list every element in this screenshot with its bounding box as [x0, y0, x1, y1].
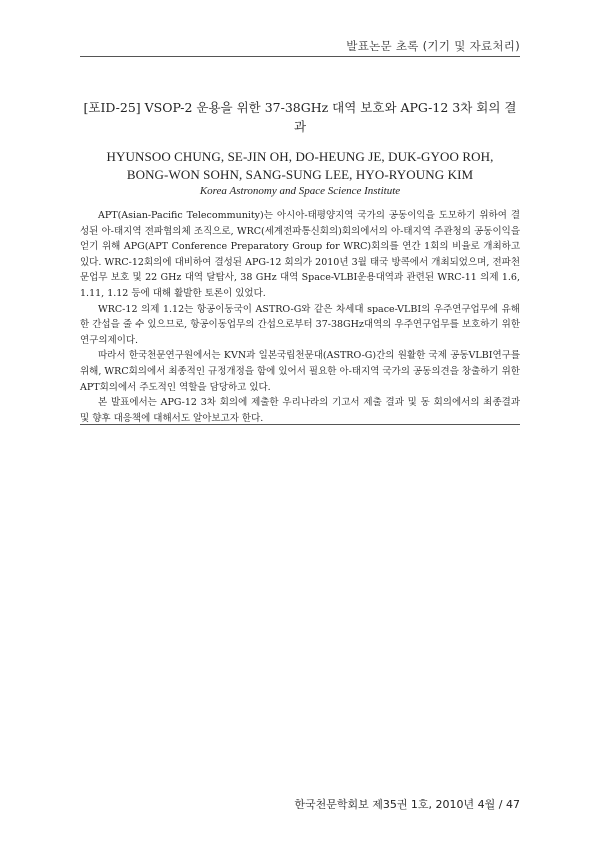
authors-line-1: HYUNSOO CHUNG, SE-JIN OH, DO-HEUNG JE, DUK-GYOO ROH, [106, 149, 494, 164]
affiliation: Korea Astronomy and Space Science Institute [199, 185, 401, 197]
section-label: 발표논문 초록 (기기 및 자료처리) [346, 39, 520, 53]
running-header [80, 38, 520, 57]
abstract-paragraph-2: WRC-12 의제 1.12는 항공이동국이 ASTRO-G와 같은 차세대 space-VLBI의 우주연구업무에 유해한 간섭을 줄 수 있으므로, 항공이동업무의 간섭으로부터 37-38GHz대역의 우주연구업무를 보호하기 위한 연구의제이다. [80, 303, 520, 346]
page-footer: 한국천문학회보 제35권 1호, 2010년 4월 / 47 [294, 798, 520, 811]
abstract-paragraph-4: 본 발표에서는 APG-12 3차 회의에 제출한 우리나라의 기고서 제출 결과 및 동 회의에서의 최종결과 및 향후 대응책에 대해서도 알아보고자 한다. [80, 397, 520, 424]
abstract-body [80, 208, 520, 426]
abstract-paragraph-3: 따라서 한국천문연구원에서는 KVN과 일본국립천문대(ASTRO-G)간의 원활한 국제 공동VLBI연구를 위해, WRC회의에서 최종적인 규정개정을 함에 있어서 필요한 아-태지역 국가의 공동의견을 창출하기 위한 APT회의에서 주도적인 역할을 담당하고 있다. [80, 350, 520, 393]
abstract-end-rule [80, 424, 520, 425]
abstract-paragraph-1: APT(Asian-Pacific Telecommunity)는 아시아-태평양지역 국가의 공동이익을 도모하기 위하여 결성된 아-태지역 전파협의체 조직으로, WRC(세계전파통신회의)회의에서의 아-태지역 주관청의 공동이익을 얻기 위해 APG(APT Conference Preparatory Group for WRC)회의를 연간 1회의 비율로 개최하고 있다. WRC-12회의에 대비하여 결성된 APG-12 회의가 2010년 3월 태국 방콕에서 개최되었으며, 전파천문업무 보호 및 22 GHz 대역 달탐사, 38 GHz 대역 Space-VLBI운용대역과 관련된 WRC-11 의제 1.6, 1.11, 1.12 등에 대해 활발한 토론이 있었다. [80, 210, 520, 299]
author-list [80, 148, 520, 184]
authors-line-2: BONG-WON SOHN, SANG-SUNG LEE, HYO-RYOUNG KIM [126, 167, 474, 182]
paper-title: [포ID-25] VSOP-2 운용을 위한 37-38GHz 대역 보호와 APG-12 3차 회의 결과 [83, 100, 517, 134]
